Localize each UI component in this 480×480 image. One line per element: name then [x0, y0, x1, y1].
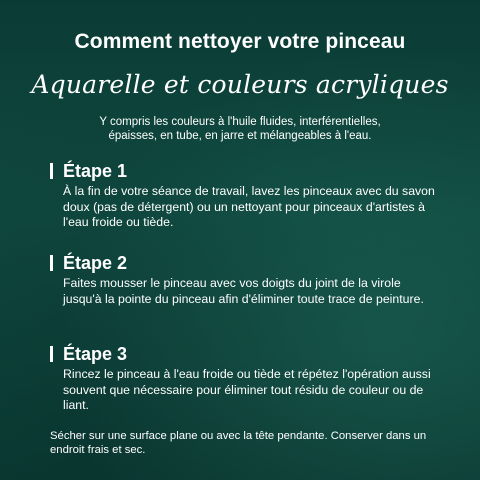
step-1-text: À la fin de votre séance de travail, lavez les pinceaux avec du savon doux (pas de détergent) ou un nettoyant pour pinceaux d'artistes à l'eau froide ou tiède. — [63, 184, 435, 229]
footer-note: Sécher sur une surface plane ou avec la tête pendante. Conserver dans un endroit frais et sec. — [50, 430, 427, 456]
step-2 — [50, 252, 440, 307]
subtitle: Y compris les couleurs à l'huile fluides, interférentielles, épaisses, en tube, en jarre et mélangeables à l'eau. — [99, 116, 381, 142]
step-3-text: Rincez le pinceau à l'eau froide ou tiède et répétez l'opération aussi souvent que nécessaire pour éliminer tout résidu de couleur ou de liant. — [63, 367, 431, 412]
step-2-header — [50, 252, 440, 274]
step-3-title: Étape 3 — [63, 344, 128, 364]
step-marker-bar — [50, 255, 53, 271]
step-1-header — [50, 160, 440, 182]
step-2-text: Faites mousser le pinceau avec vos doigts du joint de la virole jusqu'à la pointe du pinceau afin d'éliminer toute trace de peinture. — [63, 276, 424, 306]
step-1-title: Étape 1 — [63, 161, 128, 181]
step-3 — [50, 343, 440, 414]
step-2-title: Étape 2 — [63, 253, 128, 273]
step-3-header — [50, 343, 440, 365]
step-marker-bar — [50, 346, 53, 362]
script-heading: Aquarelle et couleurs acryliques — [31, 70, 449, 99]
step-1 — [50, 160, 440, 231]
page-title: Comment nettoyer votre pinceau — [74, 30, 406, 53]
step-marker-bar — [50, 163, 53, 179]
